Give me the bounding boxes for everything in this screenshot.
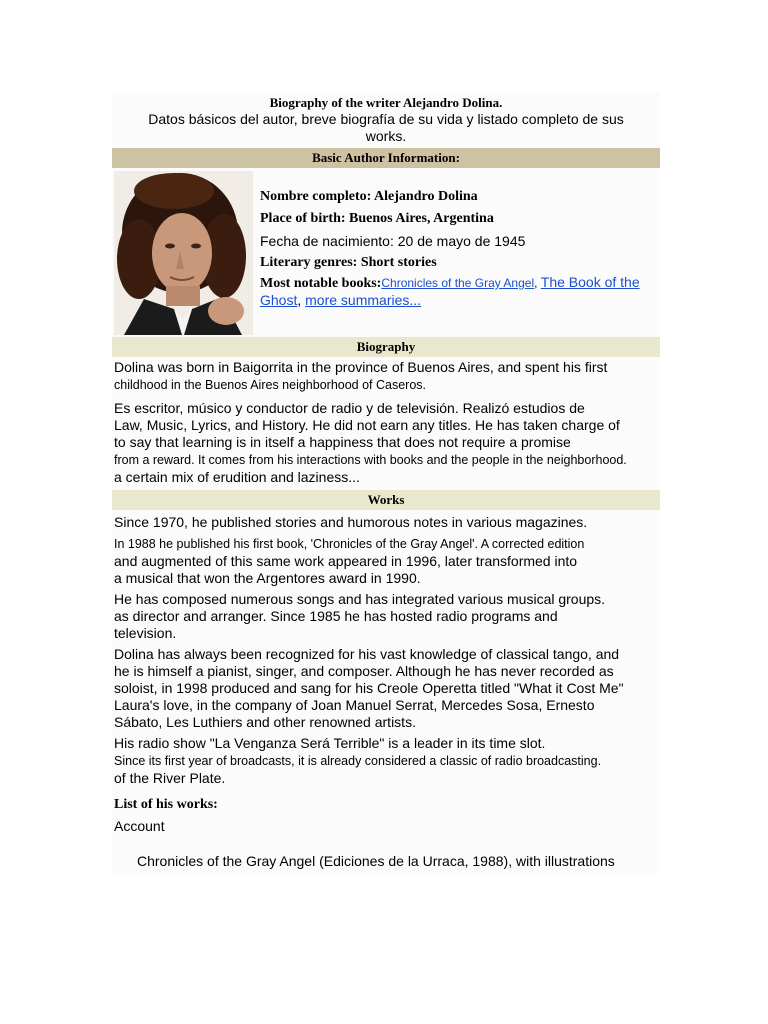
biography-paragraph (114, 400, 658, 486)
biography-text (112, 357, 660, 486)
list-of-works-label: List of his works: (114, 797, 218, 812)
section-header-works: Works (112, 490, 660, 510)
works-text (112, 510, 660, 787)
works-paragraph (114, 591, 658, 642)
works-paragraph (114, 646, 658, 731)
works-paragraph (114, 514, 658, 531)
link-more-summaries[interactable]: more summaries... (305, 292, 422, 308)
notable-books-label: Most notable books: (260, 276, 382, 291)
page-title: Biography of the writer Alejandro Dolina. (269, 95, 503, 110)
link-book-of-the-ghost[interactable]: The Book of the Ghost (260, 274, 640, 308)
text-line: Es escritor, músico y conductor de radio y de televisión. Realizó estudios de (114, 400, 585, 416)
author-info-list (260, 186, 656, 309)
text-line: In 1988 he published his first book, 'Chronicles of the Gray Angel'. A corrected edition (114, 537, 585, 551)
text-line: to say that learning is in itself a happiness that does not require a promise (114, 434, 571, 450)
text-line: Sábato, Les Luthiers and other renowned artists. (114, 714, 416, 730)
notable-books (260, 274, 656, 309)
biography-paragraph (114, 359, 658, 394)
text-line: as director and arranger. Since 1985 he has hosted radio programs and (114, 608, 558, 624)
section-header-basic-info: Basic Author Information: (112, 148, 660, 168)
works-paragraph (114, 735, 658, 787)
text-line: His radio show "La Venganza Será Terrible" is a leader in its time slot. (114, 735, 546, 751)
account-label: Account (114, 818, 165, 834)
document-page (112, 93, 660, 873)
text-line: a musical that won the Argentores award in 1990. (114, 570, 421, 586)
link-chronicles-gray-angel[interactable]: Chronicles of the Gray Angel (381, 276, 535, 290)
text-line: Dolina has always been recognized for his vast knowledge of classical tango, and (114, 646, 620, 662)
works-paragraph (114, 535, 658, 587)
text-line: Since 1970, he published stories and humorous notes in various magazines. (114, 514, 588, 530)
works-list-item-text: Chronicles of the Gray Angel (Ediciones de la Urraca, 1988), with illustrations (137, 853, 615, 869)
author-photo (114, 171, 253, 335)
text-line: Dolina was born in Baigorrita in the province of Buenos Aires, and spent his first (114, 359, 608, 375)
author-info-block (112, 168, 660, 334)
author-portrait-image (114, 171, 253, 335)
full-name: Nombre completo: Alejandro Dolina (260, 189, 478, 204)
section-header-biography: Biography (112, 337, 660, 357)
text-line: from a reward. It comes from his interactions with books and the people in the neighborhood. (114, 453, 627, 467)
birth-date: Fecha de nacimiento: 20 de mayo de 1945 (260, 233, 526, 249)
text-line: childhood in the Buenos Aires neighborhood of Caseros. (114, 378, 427, 392)
text-line: and augmented of this same work appeared in 1996, later transformed into (114, 553, 578, 569)
text-line: of the River Plate. (114, 770, 226, 786)
text-line: He has composed numerous songs and has integrated various musical groups. (114, 591, 606, 607)
text-line: Since its first year of broadcasts, it is already considered a classic of radio broadcasting. (114, 754, 602, 768)
text-line: Law, Music, Lyrics, and History. He did not earn any titles. He has taken charge of (114, 417, 620, 433)
text-line: television. (114, 625, 177, 641)
text-line: a certain mix of erudition and laziness... (114, 469, 360, 485)
text-line: he is himself a pianist, singer, and composer. Although he has never recorded as (114, 663, 614, 679)
place-of-birth: Place of birth: Buenos Aires, Argentina (260, 211, 494, 226)
text-line: soloist, in 1998 produced and sang for his Creole Operetta titled "What it Cost Me" (114, 680, 624, 696)
literary-genres: Literary genres: Short stories (260, 255, 437, 270)
page-subtitle: Datos básicos del autor, breve biografía de su vida y listado completo de sus works. (148, 111, 624, 144)
works-list-item (112, 835, 660, 873)
separator: , (297, 292, 306, 308)
text-line: Laura's love, in the company of Joan Manuel Serrat, Mercedes Sosa, Ernesto (114, 697, 595, 713)
separator: , (534, 276, 541, 290)
